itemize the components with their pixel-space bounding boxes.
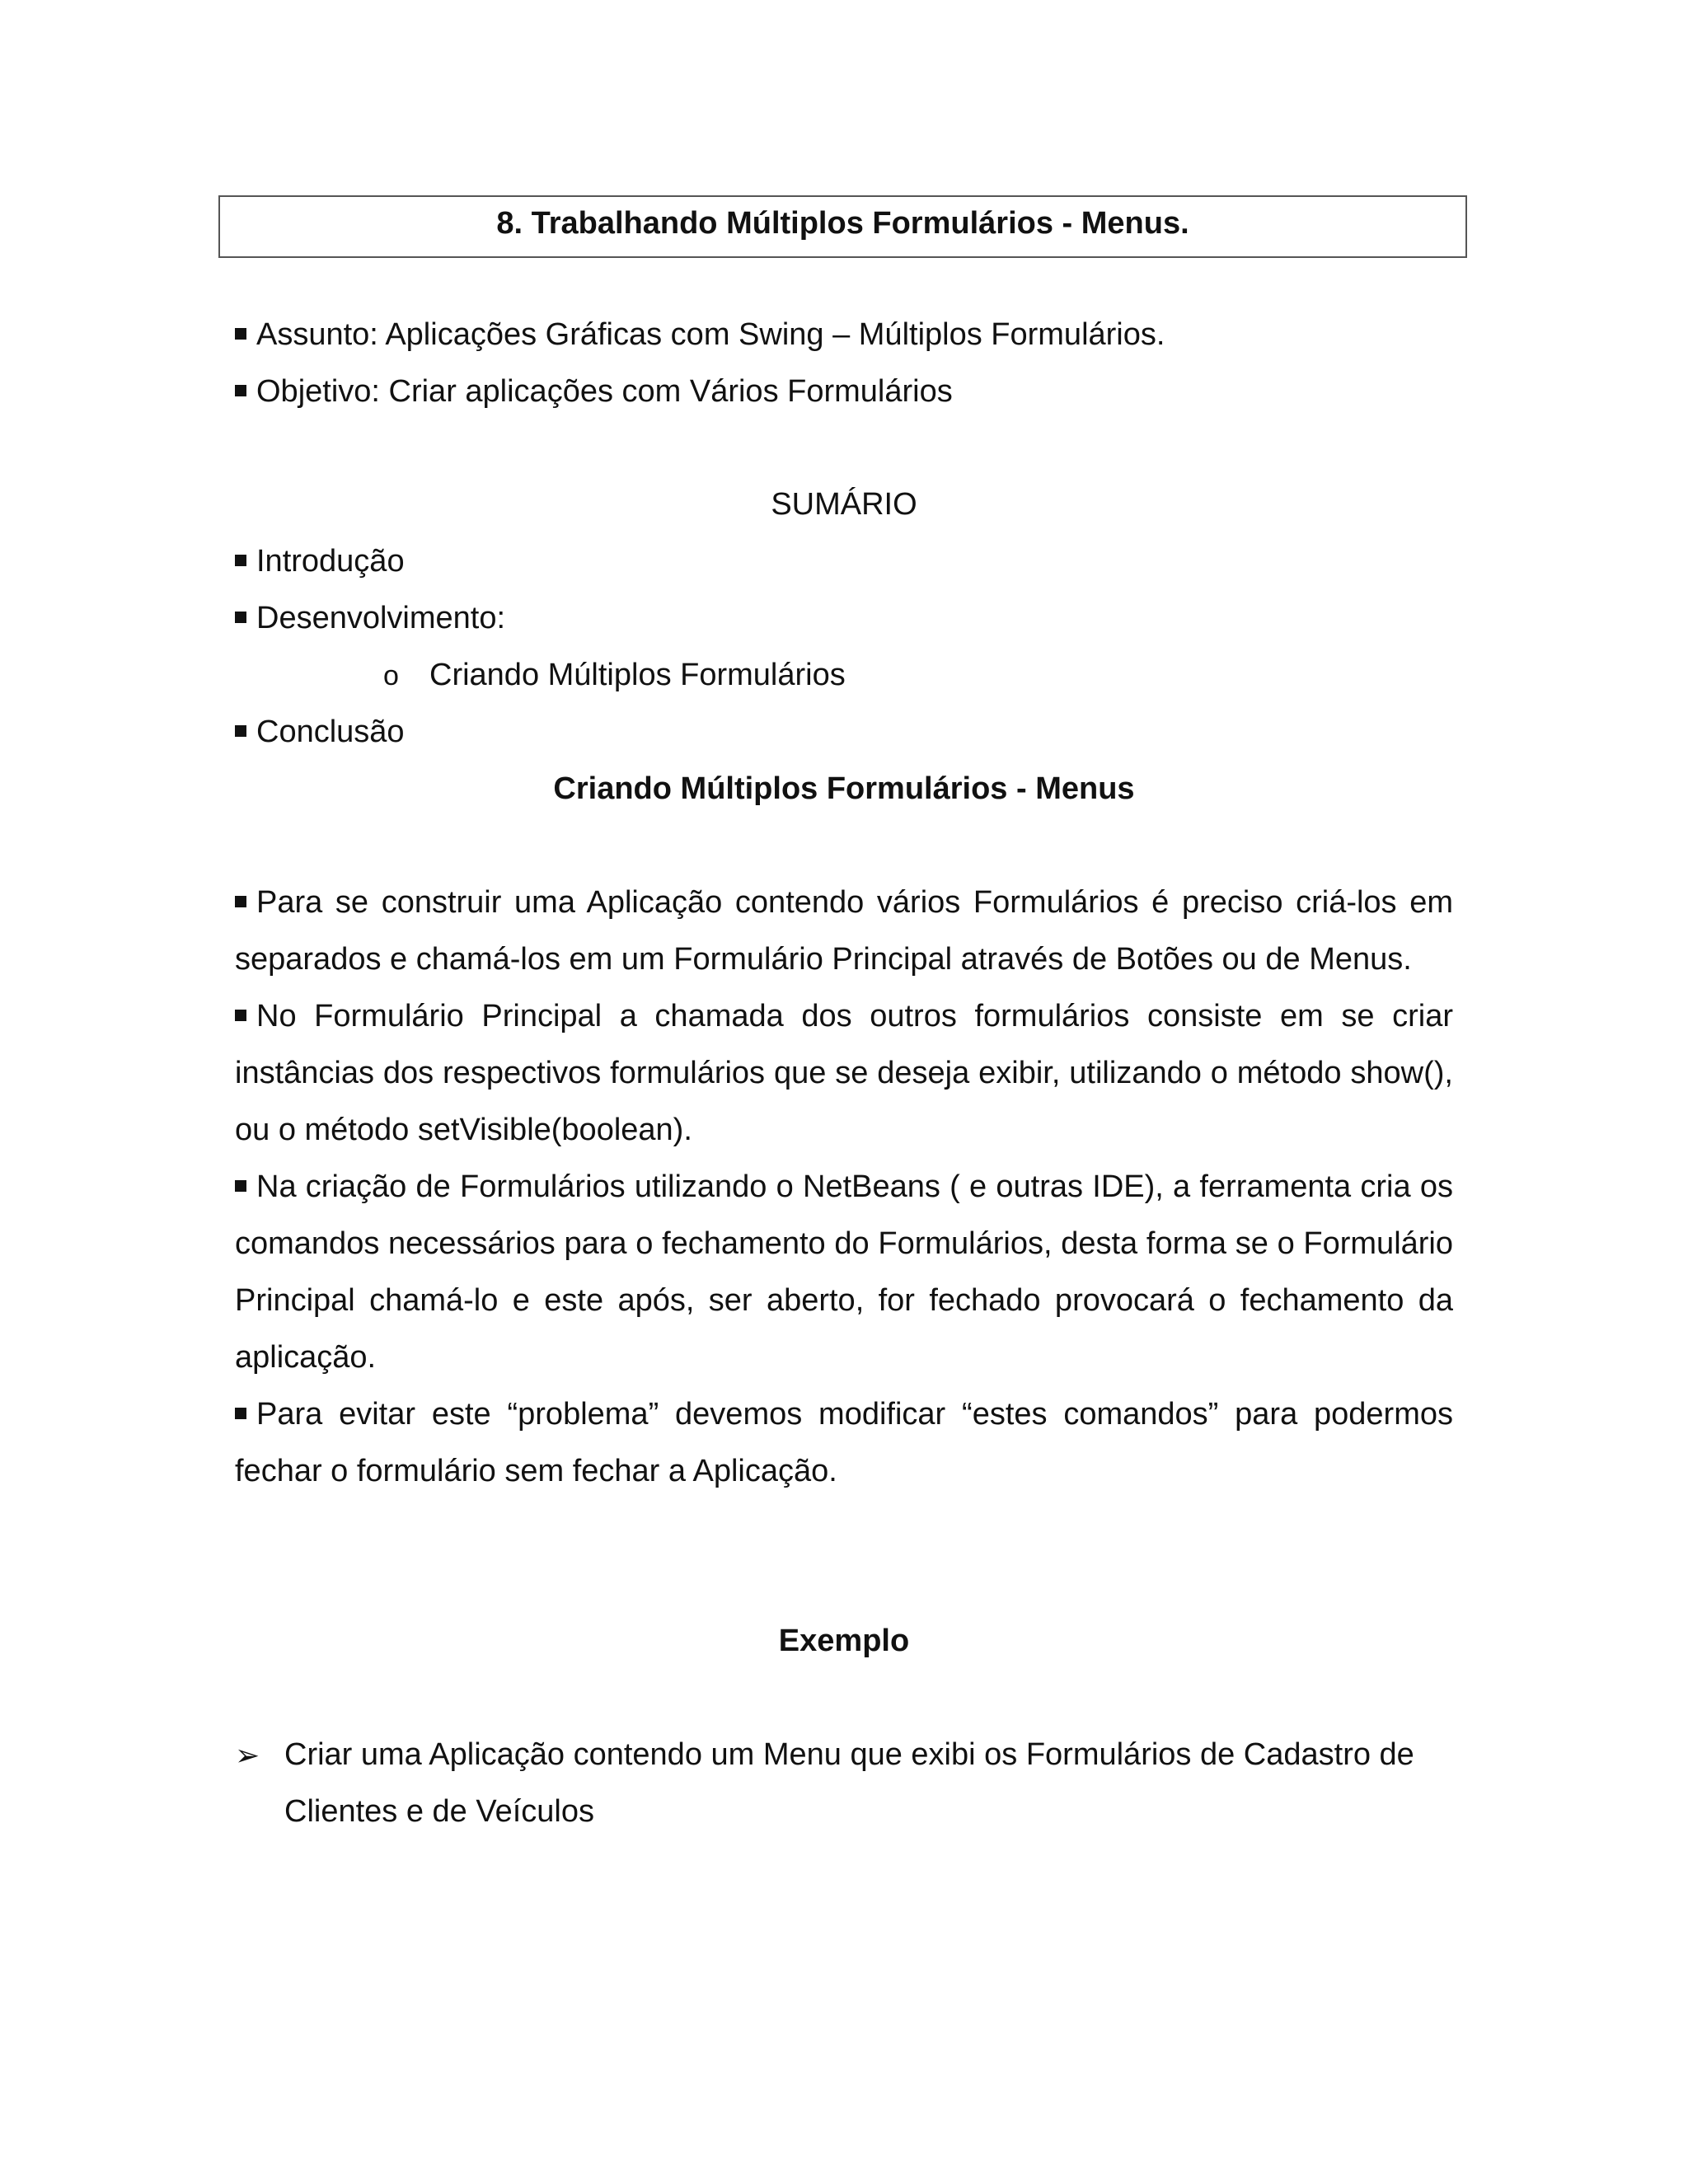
assunto-text: Assunto: Aplicações Gráficas com Swing – Múltiplos Formulários. xyxy=(256,317,1165,352)
square-bullet-icon xyxy=(235,328,246,340)
paragraph: Na criação de Formulários utilizando o NetBeans ( e outras IDE), a ferramenta cria os comandos necessários para o fechamento do Formulários, desta forma se o Formulário Principal chamá-lo e este após, ser aberto, for fechado provocará o fechamento da aplicação. xyxy=(235,1169,1453,1375)
example-item-text: Criar uma Aplicação contendo um Menu que exibi os Formulários de Cadastro de Clientes e de Veículos xyxy=(284,1737,1414,1829)
section-heading: Criando Múltiplos Formulários - Menus xyxy=(553,771,1135,806)
objetivo-line xyxy=(235,373,953,410)
summary-item-introducao xyxy=(235,542,405,580)
circle-bullet-icon: o xyxy=(383,660,399,691)
summary-item-label: Conclusão xyxy=(256,715,405,749)
summary-item-label: Introdução xyxy=(256,544,405,579)
section-body xyxy=(235,874,1453,1500)
page-title: 8. Trabalhando Múltiplos Formulários - Menus. xyxy=(496,206,1189,241)
paragraph: Para se construir uma Aplicação contendo vários Formulários é preciso criá-los em separados e chamá-los em um Formulário Principal através de Botões ou de Menus. xyxy=(235,885,1453,977)
summary-item-conclusao xyxy=(235,713,405,751)
title-box xyxy=(218,195,1467,258)
paragraph: Para evitar este “problema” devemos modificar “estes comandos” para podermos fechar o formulário sem fechar a Aplicação. xyxy=(235,1397,1453,1488)
summary-heading: SUMÁRIO xyxy=(771,487,917,522)
square-bullet-icon xyxy=(235,1408,246,1419)
arrow-bullet-icon: ➢ xyxy=(235,1738,260,1772)
square-bullet-icon xyxy=(235,385,246,396)
square-bullet-icon xyxy=(235,1180,246,1192)
example-heading: Exemplo xyxy=(778,1624,910,1658)
summary-item-desenvolvimento xyxy=(235,599,505,637)
square-bullet-icon xyxy=(235,1010,246,1021)
summary-subitem-label: Criando Múltiplos Formulários xyxy=(429,658,846,692)
example-item xyxy=(235,1727,1453,1840)
square-bullet-icon xyxy=(235,725,246,737)
paragraph: No Formulário Principal a chamada dos outros formulários consiste em se criar instâncias dos respectivos formulários que se deseja exibir, utilizando o método show(), ou o método setVisible(boolean). xyxy=(235,999,1453,1147)
objetivo-text: Objetivo: Criar aplicações com Vários Formulários xyxy=(256,374,953,409)
summary-item-label: Desenvolvimento: xyxy=(256,601,506,635)
assunto-line xyxy=(235,316,1165,354)
square-bullet-icon xyxy=(235,555,246,566)
summary-subitem-criando xyxy=(383,656,846,695)
square-bullet-icon xyxy=(235,612,246,623)
square-bullet-icon xyxy=(235,896,246,907)
